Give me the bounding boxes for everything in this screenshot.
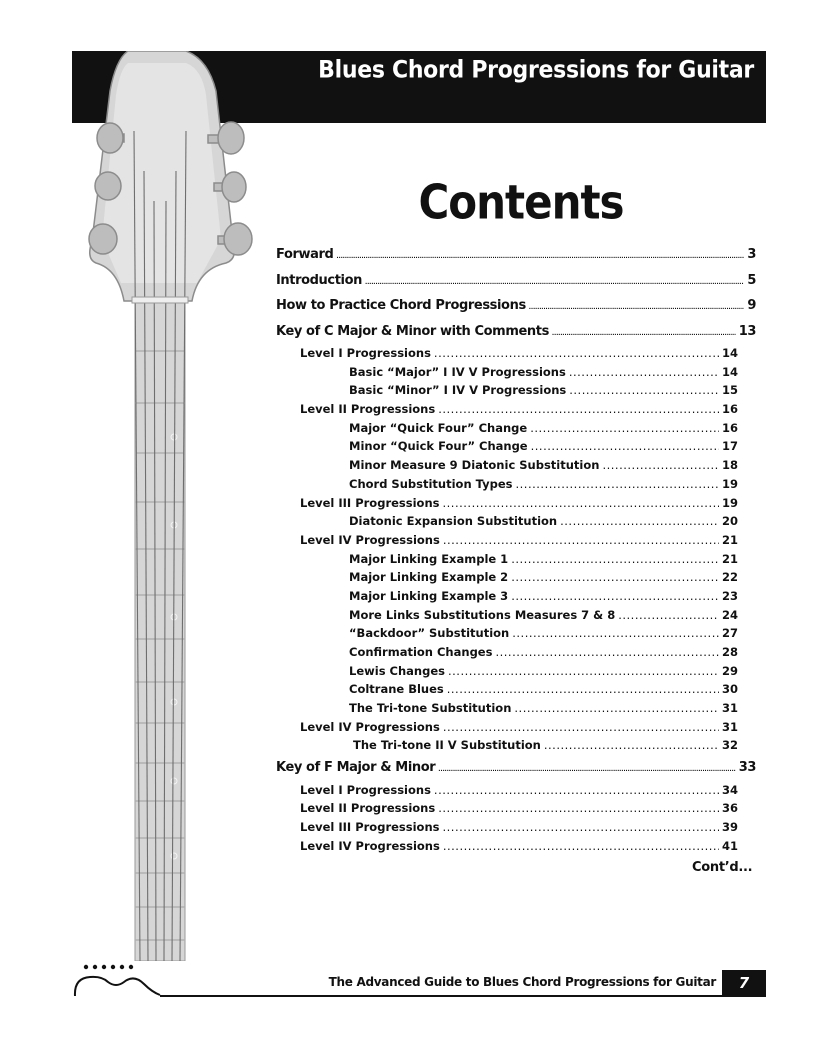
toc-entry bbox=[349, 643, 738, 662]
toc-entry-page: 16 bbox=[721, 420, 738, 435]
toc-entry-label: Confirmation Changes bbox=[349, 645, 493, 659]
toc-entry bbox=[349, 456, 738, 475]
dot-leader bbox=[438, 400, 719, 419]
toc-entry bbox=[276, 242, 756, 268]
toc-entry-label: Level III Progressions bbox=[300, 495, 440, 510]
footer-rule bbox=[160, 995, 766, 997]
toc-entry-page: 23 bbox=[721, 588, 738, 603]
toc-entry bbox=[349, 568, 738, 587]
dot-leader bbox=[336, 244, 744, 270]
toc-entry-page: 34 bbox=[721, 782, 738, 797]
toc-entry-label: “Backdoor” Substitution bbox=[349, 626, 510, 641]
toc-entry-page: 5 bbox=[747, 272, 756, 288]
toc-entry-label: Diatonic Expansion Substitution bbox=[349, 514, 558, 529]
toc-entry-label: Major Linking Example 2 bbox=[349, 570, 509, 585]
toc-entry-label: The Tri-tone Substitution bbox=[349, 701, 512, 716]
toc-entry-label: Key of F Major & Minor bbox=[276, 760, 436, 776]
toc-entry-label: Forward bbox=[276, 247, 334, 262]
dot-leader bbox=[442, 494, 719, 513]
dot-leader bbox=[495, 643, 719, 662]
toc-entry-page: 21 bbox=[721, 551, 738, 566]
toc-entry-page: 19 bbox=[721, 476, 738, 491]
toc-entry bbox=[349, 475, 738, 494]
toc-entry-label: Chord Substitution Types bbox=[349, 476, 513, 491]
dot-leader bbox=[438, 757, 735, 783]
toc-entry-page: 16 bbox=[721, 402, 738, 417]
toc-entry-page: 14 bbox=[721, 364, 738, 379]
toc-entry-page: 36 bbox=[721, 801, 738, 816]
toc-entry-page: 31 bbox=[721, 701, 738, 716]
dot-leader bbox=[529, 295, 745, 321]
dot-leader bbox=[512, 624, 719, 643]
dot-leader bbox=[443, 531, 719, 550]
continued-label: Cont’d... bbox=[692, 860, 753, 875]
toc-entry bbox=[349, 699, 738, 718]
toc-entry bbox=[349, 624, 738, 643]
toc-entry-label: More Links Substitutions Measures 7 & 8 bbox=[349, 607, 616, 622]
dot-leader bbox=[447, 680, 719, 699]
dot-leader bbox=[560, 512, 719, 531]
toc-entry-label: Basic “Minor” I IV V Progressions bbox=[349, 383, 567, 398]
toc-entry bbox=[353, 736, 738, 755]
toc-entry bbox=[349, 363, 738, 382]
toc-entry-page: 21 bbox=[721, 532, 738, 547]
toc-entry-label: How to Practice Chord Progressions bbox=[276, 298, 526, 313]
dot-leader bbox=[511, 587, 719, 606]
toc-entry-page: 31 bbox=[721, 719, 738, 734]
toc-entry bbox=[300, 494, 738, 513]
toc-entry-page: 19 bbox=[721, 495, 738, 510]
toc-entry-page: 33 bbox=[738, 760, 756, 776]
toc-entry-label: Key of C Major & Minor with Comments bbox=[276, 323, 549, 339]
toc-entry-page: 14 bbox=[721, 346, 738, 360]
toc-entry-label: Level II Progressions bbox=[300, 402, 436, 417]
toc-entry-label: Major Linking Example 3 bbox=[349, 588, 509, 603]
dot-leader bbox=[448, 662, 719, 681]
toc-entry bbox=[349, 419, 738, 438]
guitar-outline-logo-icon bbox=[72, 962, 162, 1000]
dot-leader bbox=[514, 699, 719, 718]
header-title: Blues Chord Progressions for Guitar bbox=[318, 57, 754, 84]
toc-entry bbox=[349, 587, 738, 606]
dot-leader bbox=[511, 568, 719, 587]
toc-entry-label: Level I Progressions bbox=[300, 346, 431, 360]
toc-entry-page: 15 bbox=[721, 383, 738, 398]
toc-entry-label: The Tri-tone II V Substitution bbox=[353, 738, 541, 753]
dot-leader bbox=[516, 475, 719, 494]
toc-entry bbox=[276, 293, 756, 319]
toc-entry bbox=[300, 781, 738, 800]
page-number: 7 bbox=[722, 970, 766, 996]
toc-entry-label: Level II Progressions bbox=[300, 801, 436, 816]
toc-entry bbox=[300, 531, 738, 550]
toc-entry-page: 20 bbox=[721, 514, 738, 529]
toc-entry-label: Coltrane Blues bbox=[349, 682, 444, 697]
dot-leader bbox=[530, 419, 719, 438]
toc-entry-page: 27 bbox=[721, 626, 738, 641]
toc-entry-label: Major Linking Example 1 bbox=[349, 551, 509, 566]
dot-leader bbox=[442, 818, 719, 837]
toc-entry-page: 9 bbox=[747, 298, 756, 313]
toc-entry-label: Lewis Changes bbox=[349, 663, 445, 678]
toc-entry bbox=[300, 837, 738, 856]
toc-entry bbox=[300, 344, 738, 363]
dot-leader bbox=[552, 321, 736, 347]
dot-leader bbox=[569, 363, 719, 382]
dot-leader bbox=[569, 381, 719, 400]
toc-entry-label: Level IV Progressions bbox=[300, 532, 440, 547]
toc-entry-label: Basic “Major” I IV V Progressions bbox=[349, 364, 566, 379]
toc-entry-page: 18 bbox=[721, 458, 738, 473]
dot-leader bbox=[434, 781, 719, 800]
toc-entry bbox=[300, 718, 738, 737]
toc-entry-page: 17 bbox=[721, 439, 738, 454]
dot-leader bbox=[443, 837, 719, 856]
toc-entry-page: 39 bbox=[721, 820, 738, 834]
toc-entry-label: Level I Progressions bbox=[300, 782, 431, 797]
toc-entry bbox=[300, 818, 738, 837]
toc-entry bbox=[349, 550, 738, 569]
dot-leader bbox=[443, 718, 719, 737]
toc-entry-page: 41 bbox=[721, 838, 738, 853]
toc-entry-page: 30 bbox=[721, 682, 738, 697]
toc-entry bbox=[349, 381, 738, 400]
toc-entry bbox=[276, 319, 756, 345]
dot-leader bbox=[544, 736, 719, 755]
dot-leader bbox=[618, 606, 719, 625]
toc-entry-page: 29 bbox=[721, 663, 738, 678]
toc-entry-label: Level IV Progressions bbox=[300, 719, 440, 734]
toc-entry-label: Introduction bbox=[276, 272, 362, 288]
dot-leader bbox=[511, 550, 719, 569]
toc-title: Contents bbox=[418, 175, 624, 230]
toc-entry-label: Level III Progressions bbox=[300, 820, 440, 834]
toc-entry bbox=[349, 662, 738, 681]
table-of-contents bbox=[276, 242, 756, 855]
toc-entry-page: 13 bbox=[738, 323, 756, 339]
toc-entry bbox=[300, 799, 738, 818]
dot-leader bbox=[531, 437, 719, 456]
toc-entry-page: 32 bbox=[721, 738, 738, 753]
guitar-headstock-icon bbox=[88, 51, 268, 961]
toc-entry-page: 3 bbox=[747, 247, 756, 262]
toc-entry-label: Level IV Progressions bbox=[300, 838, 440, 853]
toc-entry bbox=[349, 606, 738, 625]
toc-entry bbox=[276, 755, 756, 781]
footer-book-title: The Advanced Guide to Blues Chord Progressions for Guitar bbox=[328, 975, 716, 989]
toc-entry-page: 24 bbox=[721, 607, 738, 622]
toc-entry bbox=[300, 400, 738, 419]
dot-leader bbox=[602, 456, 719, 475]
toc-entry-label: Minor Measure 9 Diatonic Substitution bbox=[349, 458, 600, 473]
toc-entry bbox=[349, 680, 738, 699]
toc-entry-page: 22 bbox=[721, 570, 738, 585]
toc-entry-label: Minor “Quick Four” Change bbox=[349, 439, 528, 454]
toc-entry-label: Major “Quick Four” Change bbox=[349, 420, 528, 435]
toc-entry-page: 28 bbox=[721, 645, 738, 659]
toc-entry bbox=[276, 268, 756, 294]
toc-entry bbox=[349, 512, 738, 531]
dot-leader bbox=[438, 799, 719, 818]
dot-leader bbox=[434, 344, 719, 363]
toc-entry bbox=[349, 437, 738, 456]
dot-leader bbox=[365, 270, 744, 296]
